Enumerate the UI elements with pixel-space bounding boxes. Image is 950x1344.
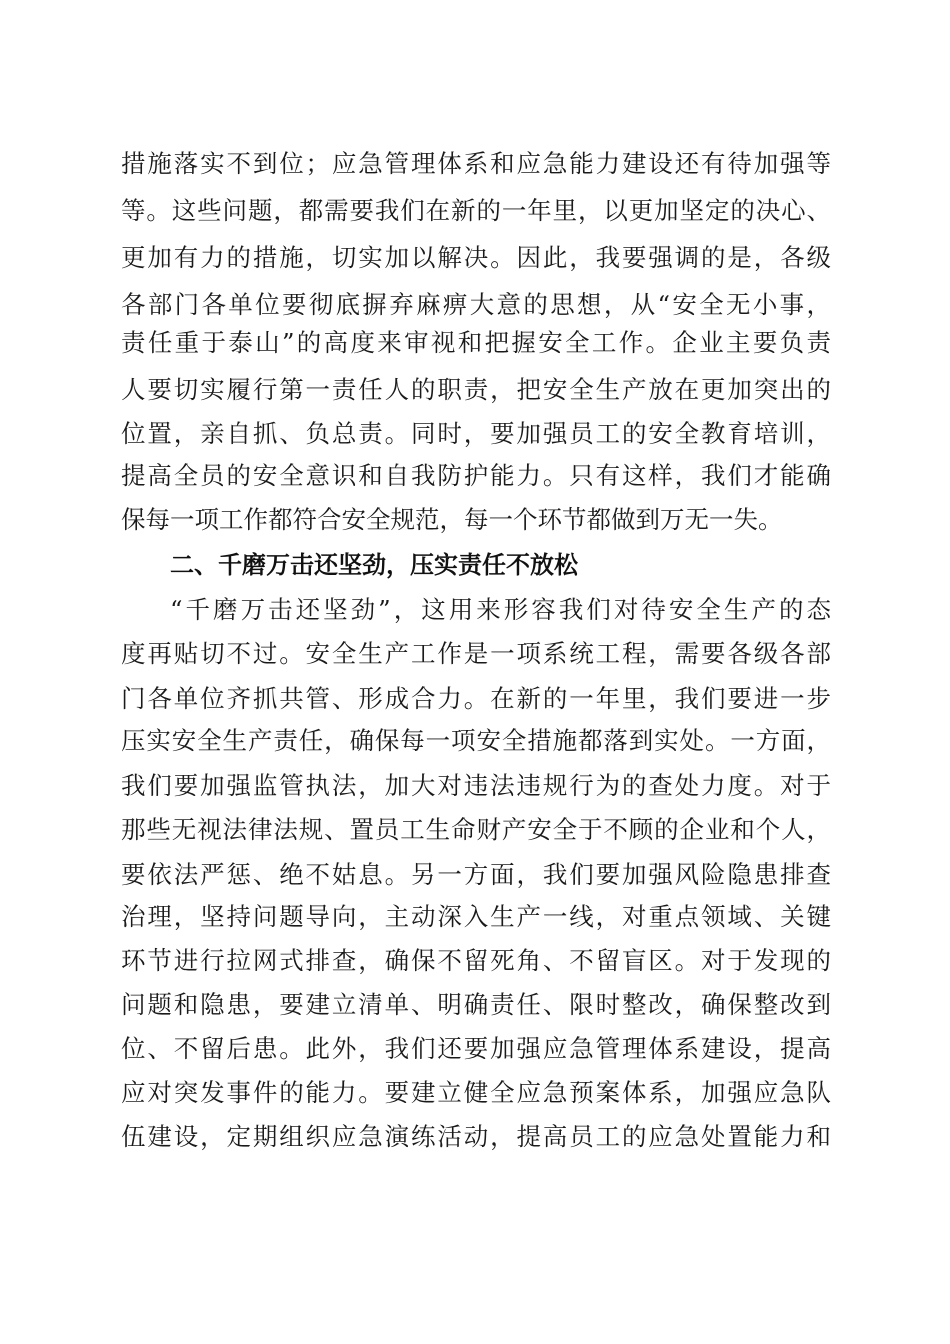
paragraph-2-line-5: 我们要加强监管执法，加大对违法违规行为的查处力度。对于: [121, 771, 831, 800]
paragraph-2-line-9: 环节进行拉网式排查，确保不留死角、不留盲区。对于发现的: [121, 946, 831, 975]
paragraph-1-line-7: 位置，亲自抓、负总责。同时，要加强员工的安全教育培训，: [121, 419, 831, 448]
paragraph-2-line-4: 压实安全生产责任，确保每一项安全措施都落到实处。一方面，: [121, 726, 831, 755]
paragraph-2-line-1: “千磨万击还坚劲”，这用来形容我们对待安全生产的态: [170, 595, 831, 624]
paragraph-2-line-10: 问题和隐患，要建立清单、明确责任、限时整改，确保整改到: [121, 990, 831, 1019]
paragraph-1-line-1: 措施落实不到位；应急管理体系和应急能力建设还有待加强等: [121, 149, 831, 178]
paragraph-1-line-9: 保每一项工作都符合安全规范，每一个环节都做到万无一失。: [121, 505, 783, 534]
paragraph-1-line-6: 人要切实履行第一责任人的职责，把安全生产放在更加突出的: [121, 375, 831, 404]
paragraph-1-line-8: 提高全员的安全意识和自我防护能力。只有这样，我们才能确: [121, 461, 831, 490]
paragraph-2-line-13: 伍建设，定期组织应急演练活动，提高员工的应急处置能力和: [121, 1122, 831, 1151]
paragraph-2-line-6: 那些无视法律法规、置员工生命财产安全于不顾的企业和个人，: [121, 815, 831, 844]
paragraph-1-line-4: 各部门各单位要彻底摒弃麻痹大意的思想，从“安全无小事，: [121, 290, 831, 319]
section-heading: 二、千磨万击还坚劲，压实责任不放松: [170, 551, 578, 579]
paragraph-2-line-8: 治理，坚持问题导向，主动深入生产一线，对重点领域、关键: [121, 902, 831, 931]
paragraph-1-line-3: 更加有力的措施，切实加以解决。因此，我要强调的是，各级: [121, 243, 831, 272]
paragraph-2-line-11: 位、不留后患。此外，我们还要加强应急管理体系建设，提高: [121, 1034, 831, 1063]
paragraph-1-line-2: 等。这些问题，都需要我们在新的一年里，以更加坚定的决心、: [121, 196, 831, 225]
paragraph-2-line-7: 要依法严惩、绝不姑息。另一方面，我们要加强风险隐患排查: [121, 860, 831, 889]
paragraph-2-line-2: 度再贴切不过。安全生产工作是一项系统工程，需要各级各部: [121, 639, 831, 668]
paragraph-1-line-5: 责任重于泰山”的高度来审视和把握安全工作。企业主要负责: [121, 328, 831, 357]
paragraph-2-line-3: 门各单位齐抓共管、形成合力。在新的一年里，我们要进一步: [121, 684, 831, 713]
paragraph-2-line-12: 应对突发事件的能力。要建立健全应急预案体系，加强应急队: [121, 1078, 831, 1107]
